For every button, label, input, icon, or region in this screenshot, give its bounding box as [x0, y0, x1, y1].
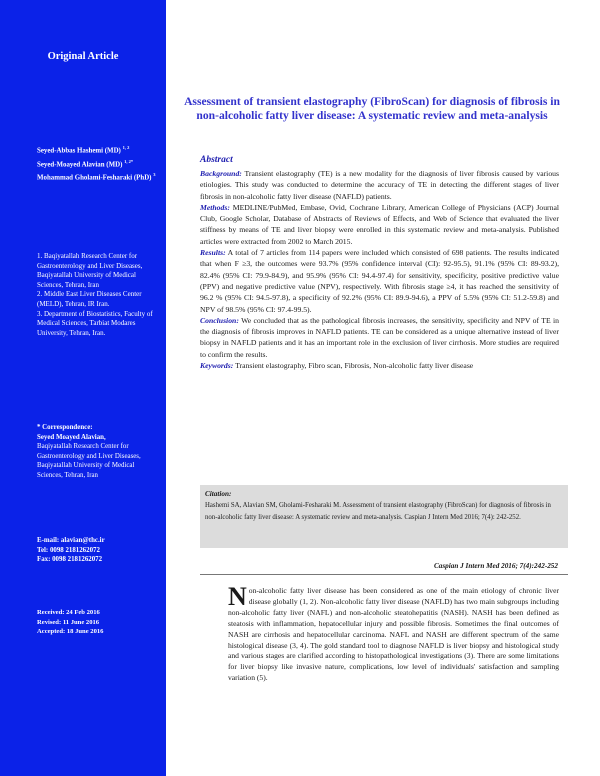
introduction-text: on-alcoholic fatty liver disease has been considered as one of the main etiology of chronic liver disease globally (1, 2). Non-alcoholic fatty liver disease (NAFLD) has two main subgroups including non-alcoholic fatty liver (NAFL) and non-alcoholic steatohepatitis (NASH). NASH has been defined as steatosis with inflammation, hepatocellular injury and possible fibrosis. Sometimes the final outcomes of NASH are cirrhosis and hepatocellular carcinoma. NAFL and NASH are different spectrum of the same histological disease (3, 4). The gold standard tool to diagnose NAFLD is liver biopsy and histological study and various stages are clarified according to histopathological investigations (3). There are some limitations for liver biopsy like invasive nature, complications, low level of individuals' satisfaction and sampling variation (5). [228, 586, 559, 683]
affiliation-1: 1. Baqiyatallah Research Center for Gastroenterology and Liver Diseases, Baqiyatallah University of Medical Sciences, Tehran, Iran [37, 252, 143, 289]
correspondence-address: Baqiyatallah Research Center for Gastroenterology and Liver Diseases, Baqiyatallah University of Medical Sciences, Tehran, Iran [37, 443, 141, 479]
abstract-conclusion: Conclusion: We concluded that as the pathological fibrosis increases, the sensitivity, specificity and NPV of TE in the diagnosis of fibrosis improves in NAFLD patients. TE can be considered as a unique alternative instead of liver biopsy in NAFLD patients and it has an important role in the exclusion of liver cirrhosis. More studies are required to confirm the results. [200, 315, 559, 359]
abstract-heading: Abstract [200, 155, 233, 165]
citation-heading: Citation: [205, 490, 232, 498]
accepted-date: Accepted: 18 June 2016 [37, 628, 104, 636]
abstract-keywords: Keywords: Transient elastography, Fibro scan, Fibrosis, Non-alcoholic fatty liver disease [200, 361, 474, 371]
citation-box [200, 485, 568, 548]
received-date: Received: 24 Feb 2016 [37, 609, 100, 616]
article-title: Assessment of transient elastography (FibroScan) for diagnosis of fibrosis in non-alcoholic fatty liver disease: A systematic review and meta-analysis [184, 95, 560, 122]
correspondence [37, 423, 161, 481]
journal-reference: Caspian J Intern Med 2016; 7(4):242-252 [434, 562, 558, 570]
affiliation-3: 3. Department of Biostatistics, Faculty of Medical Sciences, Tarbiat Modares University, Tehran, Iran. [37, 309, 153, 337]
abstract-body [200, 168, 559, 371]
revised-date: Revised: 11 June 2016 [37, 618, 100, 626]
affiliation-2: 2. Middle East Liver Diseases Center (MELD), Tehran, IR Iran. [37, 290, 142, 308]
author-list [37, 143, 161, 184]
author-3: Mohammad Gholami-Fesharaki (PhD) $^3$ [37, 172, 156, 182]
divider [200, 574, 568, 575]
contact-info [37, 536, 161, 565]
abstract-methods: Methods: MEDLINE/PubMed, Embase, Ovid, Cochrane Library, American College of Physicians (ACP) Journal Club, Google Scholar, Database of Abstracts of Reviews of Effects, and Web of Science that evaluated the liver stiffness by means of TE and liver biopsy were enrolled in this systematic review and meta-analysis. Published articles were extracted from 2002 to March 2015. [200, 202, 559, 246]
article-dates [37, 608, 161, 637]
abstract-results: Results: A total of 7 articles from 114 papers were included which consisted of 698 patients. The results indicated that when F ≥3, the outcomes were 93.7% (95% confidence interval (CI): 92-95.5), 91.1% (95% CI: 89-93.2), 82.4% (95% CI: 79.9-84.9), and 95.9% (95% CI: 94.4-97.4) for sensitivity, specificity, positive predictive value (PPV) and negative predictive value (NPV), respectively. With fibrosis stage ≥4, it has reached the sensitivity of 96.2 % (95% CI: 94.5-97.8), a specificity of 92.2% (95% CI: 89.9-94.6), a PPV of 5.5% (95% CI: 51.2-59.8) and NPV of 98.5% (95% CI: 97.4-99.5). [200, 248, 559, 314]
correspondence-name: Seyed Moayed Alavian, [37, 433, 106, 441]
citation-text: Hashemi SA, Alavian SM, Gholami-Fesharaki M. Assessment of transient elastography (FibroScan) for diagnosis of fibrosis in non-alcoholic fatty liver disease: A systematic review and meta-analysis. Caspian J Intern Med 2016; 7(4): 242-252. [205, 502, 551, 521]
sidebar [0, 0, 166, 776]
abstract-background: Background: Transient elastography (TE) is a new modality for the diagnosis of liver fibrosis caused by various etiologies. This study was conducted to determine the accuracy of TE in detecting the different stages of liver fibrosis in non-alcoholic fatty liver disease (NAFLD) patients. [200, 169, 559, 201]
fax-number: Fax: 0098 2181262072 [37, 556, 103, 564]
drop-cap: N [228, 582, 247, 611]
article-type-label: Original Article [47, 51, 119, 62]
author-1: Seyed-Abbas Hashemi (MD) $^{1, 2}$ [37, 145, 130, 155]
author-2: Seyed-Moayed Alavian (MD) $^{1, 2*}$ [37, 158, 134, 168]
email-link[interactable]: E-mail: alavian@thc.ir [37, 537, 105, 544]
affiliations [37, 252, 161, 338]
correspondence-heading: * Correspondence: [37, 424, 93, 431]
tel-number: Tel: 0098 2181262072 [37, 546, 100, 554]
introduction-paragraph [228, 582, 559, 684]
